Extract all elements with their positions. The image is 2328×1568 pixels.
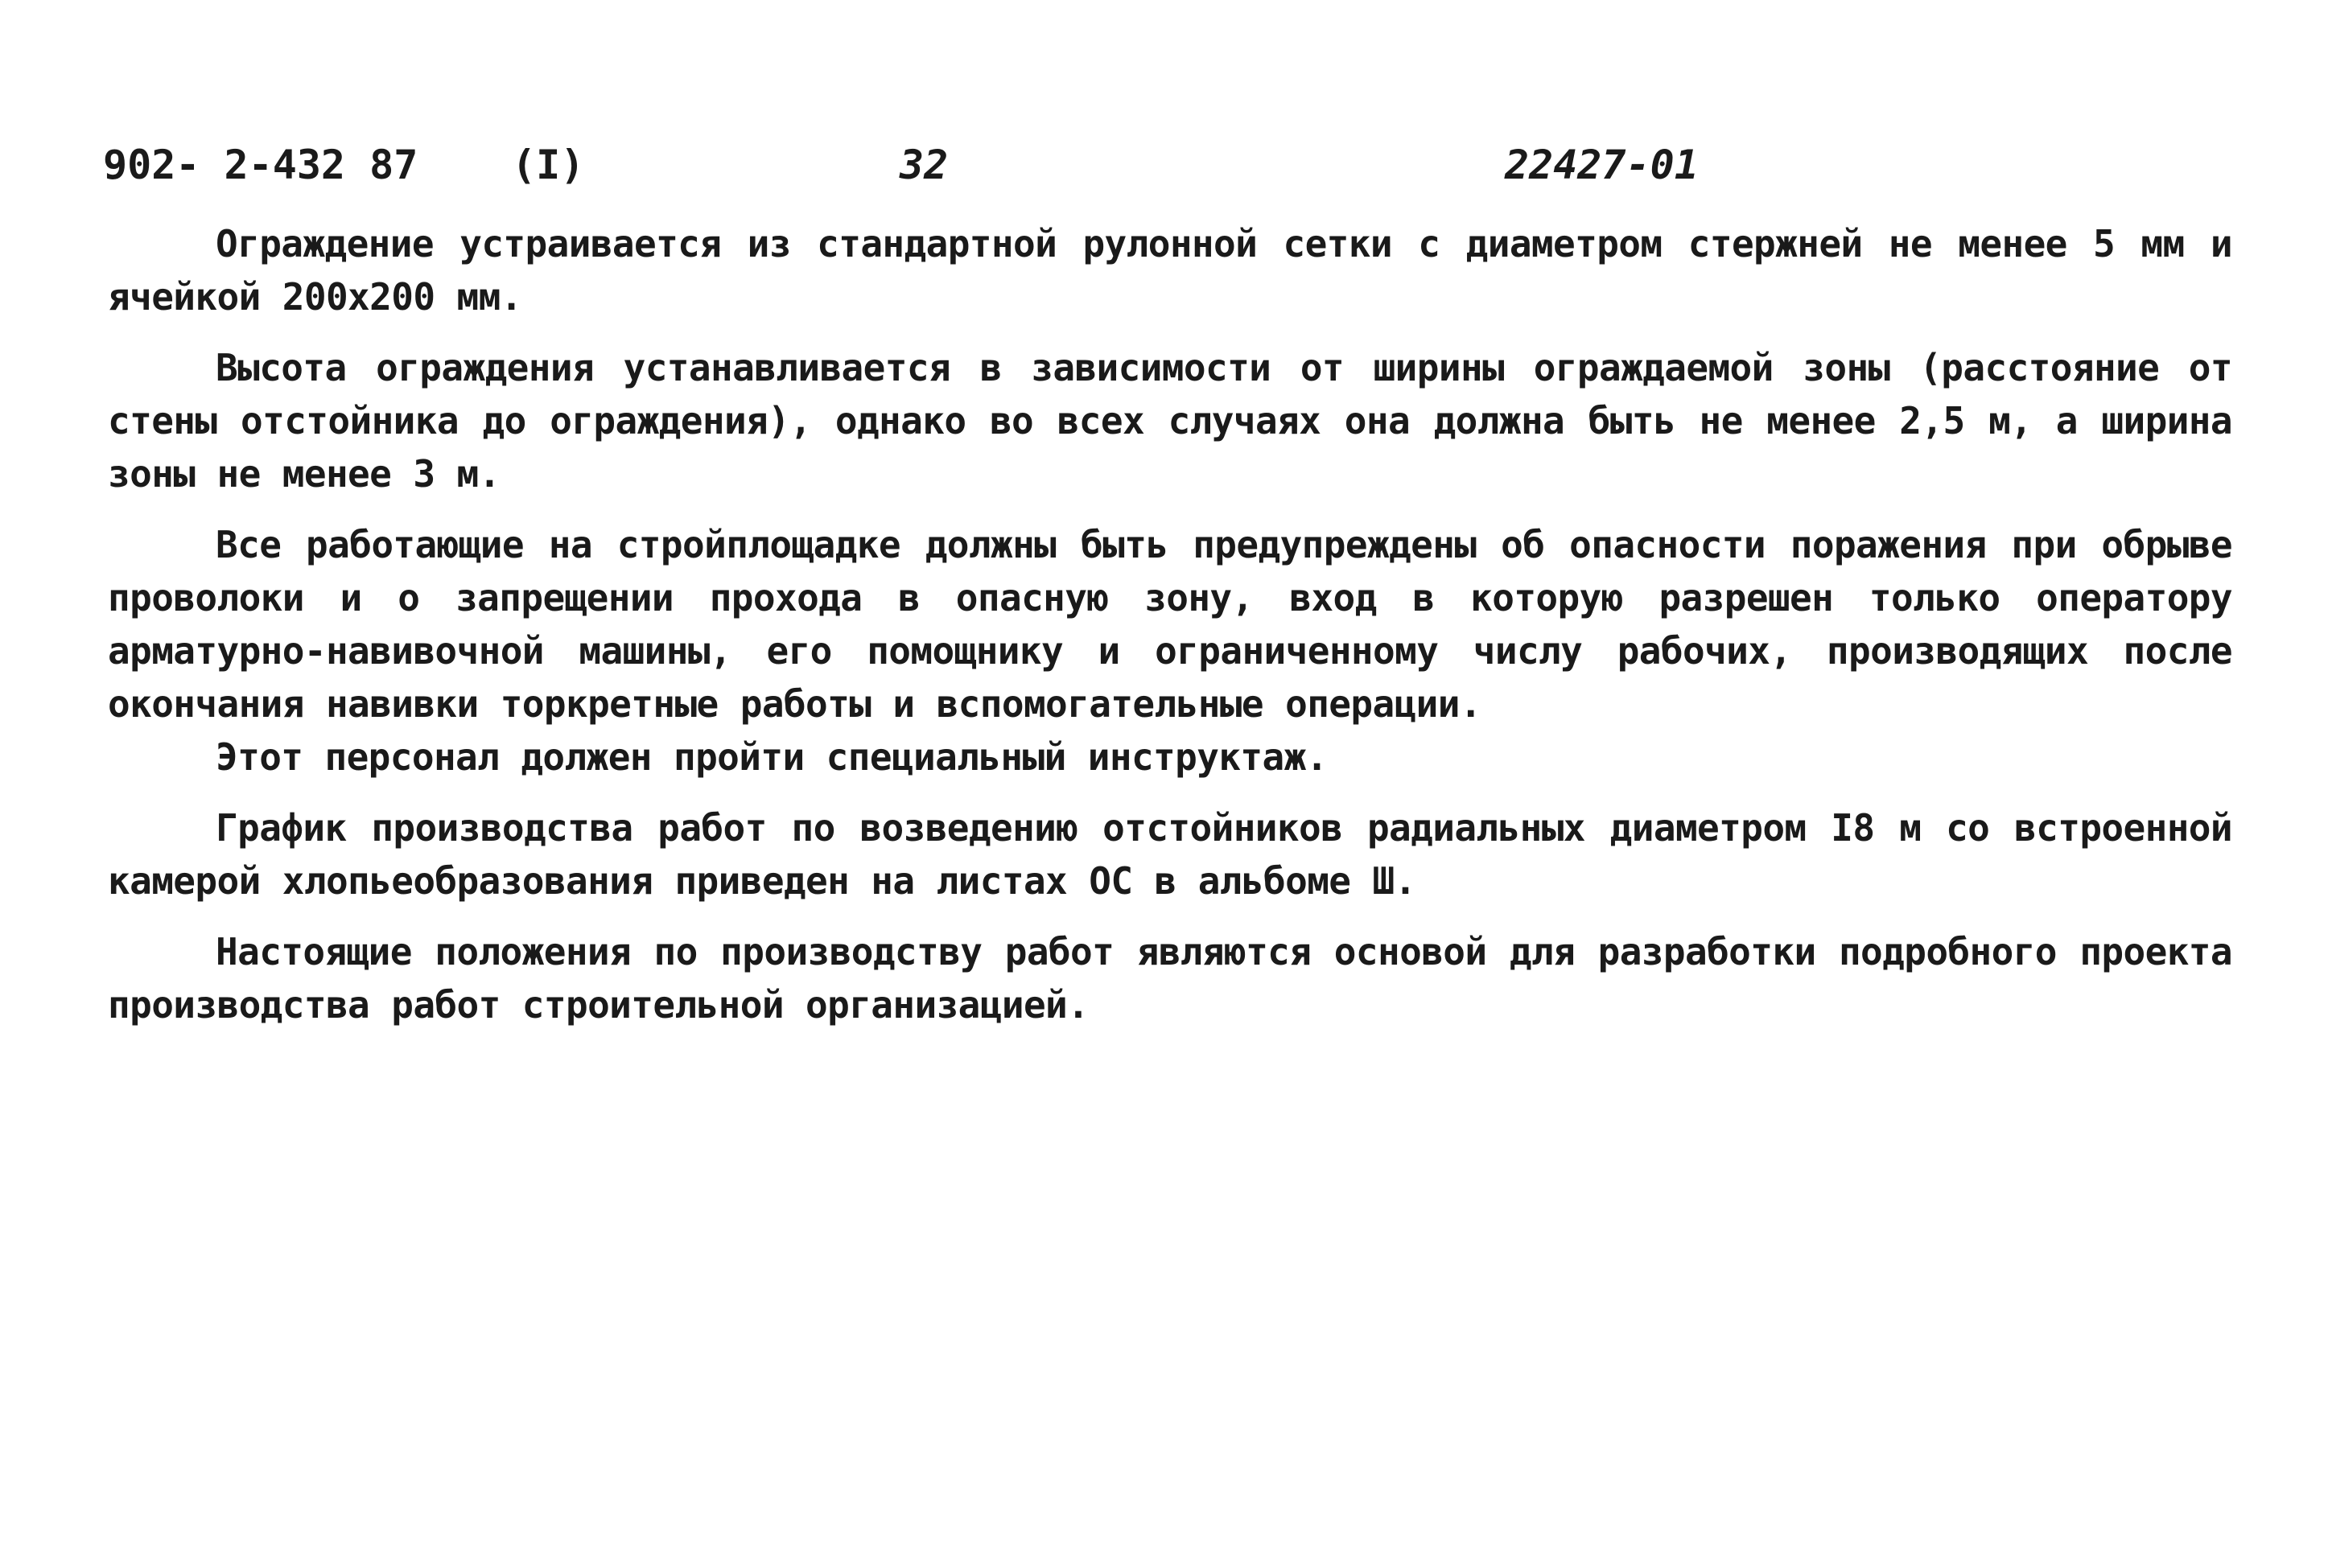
paragraph-provisions: Настоящие положения по производству работ являются основой для разработки подробного проекта производства работ строительной организацией. [108,930,2232,1027]
paragraph-personnel-instruction: Этот персонал должен пройти специальный инструктаж. [216,735,1328,779]
part-number: (I) [512,142,585,188]
paragraph-safety-warning: Все работающие на стройплощадке должны быть предупреждены об опасности поражения при обрыве проволоки и о запрещении прохода в опасную зону, вход в которую разрешен только оператору арматурно-навивочной машины, его помощнику и ограниченному числу рабочих, производящих после окончания навивки торкретные работы и вспомогательные операции. [108,523,2232,726]
paragraph-work-schedule: График производства работ по возведению отстойников радиальных диаметром I8 м со встроенной камерой хлопьеобразования приведен на листах ОС в альбоме Ш. [108,806,2232,903]
page-number: 32 [900,142,949,188]
document-code: 902- 2-432 87 [103,142,418,188]
paragraph-fence-material: Ограждение устраивается из стандартной рулонной сетки с диаметром стержней не менее 5 мм и ячейкой 200х200 мм. [108,222,2232,319]
body-text [108,217,2232,1049]
sheet-code: 22427-01 [1505,142,1699,188]
paragraph-fence-height: Высота ограждения устанавливается в зависимости от ширины ограждаемой зоны (расстояние от стены отстойника до ограждения), однако во всех случаях она должна быть не менее 2,5 м, а ширина зоны не менее 3 м. [108,346,2232,496]
